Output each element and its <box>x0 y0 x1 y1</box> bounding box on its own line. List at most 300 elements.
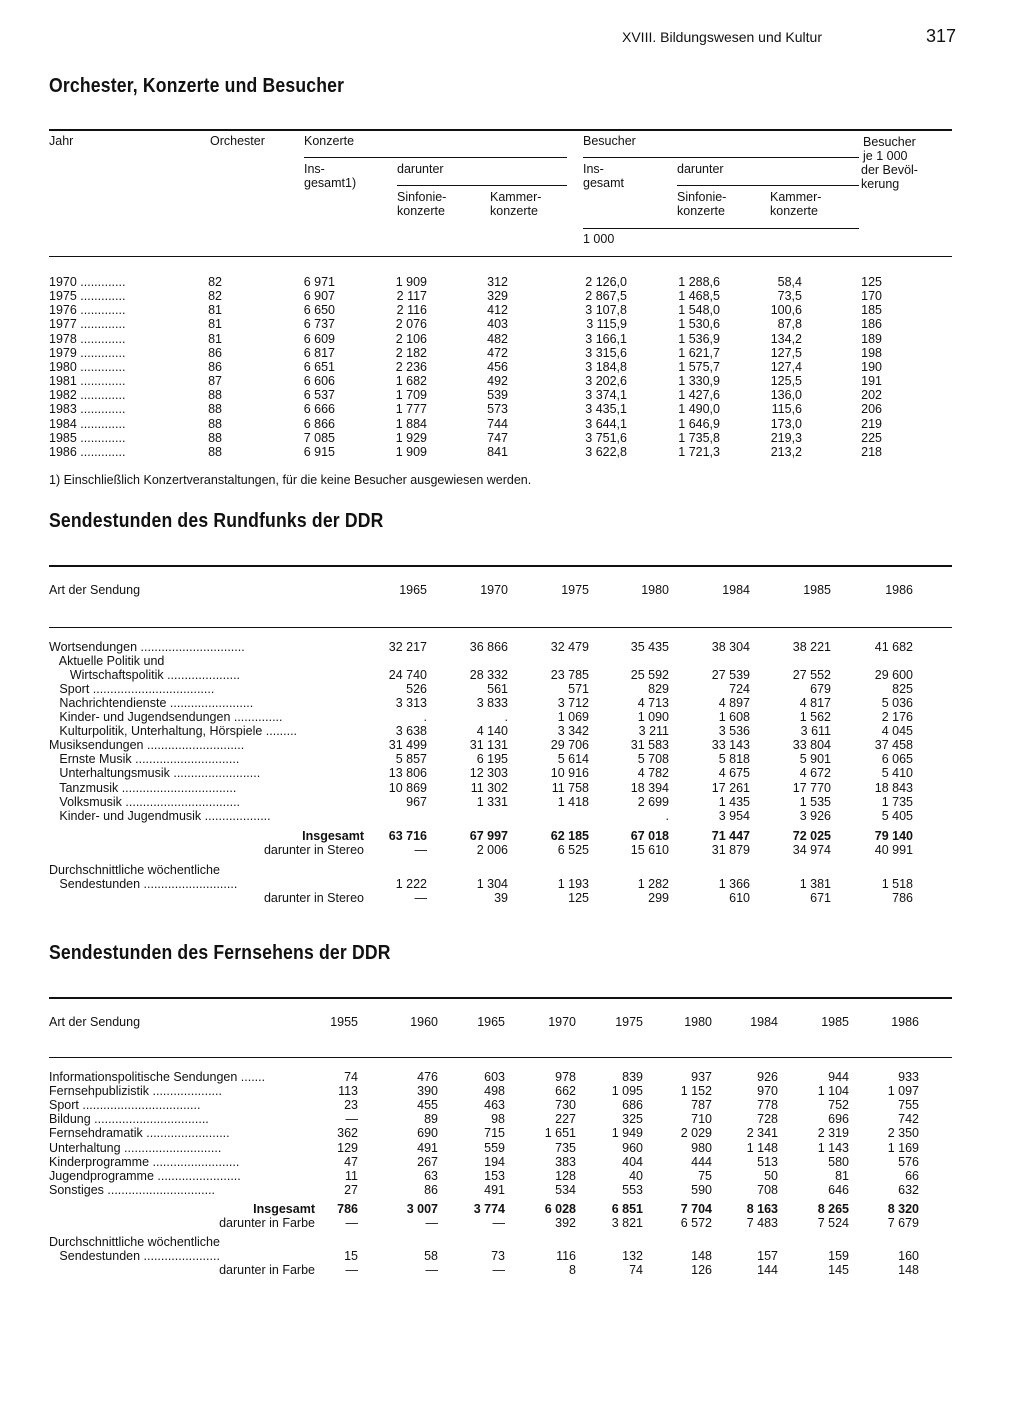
t2-sub-label: darunter in Stereo <box>263 842 364 857</box>
t3-cell: 960 <box>622 1140 643 1155</box>
table1-cell: 3 315,6 <box>585 345 627 360</box>
t2-label-head: Art der Sendung <box>49 583 141 597</box>
table1-cell: 1 646,9 <box>678 416 720 431</box>
t2-cell: 3 342 <box>557 724 589 739</box>
table1-cell: 213,2 <box>770 444 802 459</box>
t2-avg-sub-cell: 125 <box>568 890 589 905</box>
t2-avg-cell: 1 366 <box>718 876 750 891</box>
t3-cell: 128 <box>555 1168 576 1183</box>
table1-cell: 1 884 <box>395 416 427 431</box>
t3-cell: 362 <box>337 1126 358 1141</box>
t3-cell: 690 <box>417 1126 438 1141</box>
t3-year-head: 1984 <box>750 1015 778 1029</box>
table1-cell: 539 <box>487 388 508 403</box>
t3-cell: 267 <box>417 1154 438 1169</box>
t3-cell: 325 <box>622 1112 643 1127</box>
t3-cell: 63 <box>424 1168 438 1183</box>
t3-cell: 98 <box>491 1112 505 1127</box>
t2-cell: 4 817 <box>799 696 831 711</box>
t3-year-head: 1960 <box>410 1015 438 1029</box>
t3-cell: 11 <box>345 1168 358 1183</box>
col-head-orchester: Orchester <box>210 134 265 148</box>
t3-cell: 662 <box>555 1084 576 1099</box>
t2-row-label: Wirtschaftspolitik ..................... <box>49 668 241 683</box>
table1-row-year: 1979 ............. <box>49 345 126 360</box>
t3-avg-cell: 58 <box>424 1249 438 1264</box>
table1-cell: 6 606 <box>303 374 335 389</box>
t2-cell: 3 536 <box>718 724 750 739</box>
table1-cell: 2 867,5 <box>585 289 627 304</box>
table1-cell: 1 427,6 <box>678 388 720 403</box>
col-head-besucher-ins: Ins- <box>583 162 604 176</box>
t2-sub-cell: 31 879 <box>711 842 750 857</box>
t2-avg-label1: Durchschnittliche wöchentliche <box>49 862 220 877</box>
t3-cell: 81 <box>835 1168 849 1183</box>
table1-row-year: 1975 ............. <box>49 289 126 304</box>
t3-cell: 926 <box>757 1070 778 1084</box>
t3-sub-cell: 7 524 <box>817 1216 849 1230</box>
t3-total-cell: 786 <box>337 1201 358 1216</box>
col-head-sinfonie2: konzerte <box>397 204 445 218</box>
t3-cell: 227 <box>555 1112 576 1127</box>
unit-rule <box>583 228 859 229</box>
t2-row-label: Nachrichtendienste ........................ <box>49 696 254 711</box>
t2-cell: 526 <box>406 682 427 697</box>
t3-cell: 390 <box>417 1084 438 1099</box>
col-head-konzerte-gesamt: gesamt1) <box>304 176 357 190</box>
table1-cell: 3 435,1 <box>585 402 627 417</box>
col-head-konzerte-ins: Ins- <box>304 162 325 176</box>
t2-cell: 5 818 <box>718 752 750 767</box>
t2-cell: 4 140 <box>476 724 508 739</box>
table1-cell: 2 236 <box>395 359 427 374</box>
table3-title: Sendestunden des Fernsehens der DDR <box>49 942 391 964</box>
t3-cell: 1 143 <box>817 1140 849 1155</box>
t3-cell: 970 <box>757 1084 778 1099</box>
t2-year-head: 1986 <box>885 583 913 597</box>
t3-row-label: Sonstiges ............................... <box>49 1182 216 1197</box>
t3-total-cell: 6 028 <box>544 1201 576 1216</box>
t3-label-head: Art der Sendung <box>49 1015 141 1029</box>
t2-cell: 1 535 <box>799 794 831 809</box>
col-head-besucher-je-1000-line4: kerung <box>861 177 900 191</box>
col-head-jahr: Jahr <box>49 134 74 148</box>
t3-cell: 787 <box>691 1098 712 1113</box>
t3-avg-sub-cell: 74 <box>629 1263 643 1278</box>
t3-cell: 129 <box>337 1140 358 1155</box>
table1-row-year: 1976 ............. <box>49 303 126 318</box>
table1-cell: 329 <box>487 289 508 304</box>
table1-cell: 86 <box>208 359 222 374</box>
table1-cell: 6 907 <box>303 289 335 304</box>
t3-total-cell: 3 007 <box>406 1201 438 1216</box>
t2-cell: 5 410 <box>881 766 913 781</box>
table1-cell: 6 650 <box>303 303 335 318</box>
table1-cell: 82 <box>208 275 222 289</box>
table1-cell: 186 <box>861 317 882 332</box>
t2-cell: 31 131 <box>469 738 508 753</box>
table1-cell: 6 666 <box>303 402 335 417</box>
t2-cell: 5 405 <box>881 808 913 823</box>
t3-cell: 839 <box>622 1070 643 1084</box>
t3-cell: 513 <box>757 1154 778 1169</box>
t2-year-head: 1975 <box>561 583 589 597</box>
t2-avg-cell: 1 193 <box>557 876 589 891</box>
t2-cell: 6 065 <box>881 752 913 767</box>
t2-cell: 13 806 <box>388 766 427 781</box>
table1-row-year: 1978 ............. <box>49 331 126 346</box>
table1-cell: 219,3 <box>770 430 802 445</box>
t3-total-cell: 8 320 <box>887 1201 919 1216</box>
t2-cell: 23 785 <box>550 668 589 683</box>
t3-cell: 383 <box>555 1154 576 1169</box>
unit-label: 1 000 <box>583 232 615 246</box>
t2-avg-sub-cell: — <box>414 890 427 905</box>
t3-cell: 50 <box>764 1168 778 1183</box>
table2-top-rule <box>49 565 952 567</box>
t2-cell: 2 176 <box>881 710 913 725</box>
t3-cell: 978 <box>555 1070 576 1084</box>
table1-cell: 191 <box>861 374 882 389</box>
table1-cell: 2 117 <box>396 289 427 304</box>
table1-top-rule <box>49 129 952 131</box>
col-head-b-sinfonie2: konzerte <box>677 204 725 218</box>
t3-cell: 755 <box>898 1098 919 1113</box>
t2-cell: 724 <box>729 682 750 697</box>
table1-cell: 6 651 <box>303 359 335 374</box>
table1-cell: 1 682 <box>395 374 427 389</box>
table1-cell: 88 <box>208 402 222 417</box>
t3-cell: 752 <box>828 1098 849 1113</box>
table1-cell: 6 971 <box>303 275 335 289</box>
t2-cell: 25 592 <box>630 668 669 683</box>
t2-avg-cell: 1 381 <box>799 876 831 891</box>
t2-cell: 1 090 <box>637 710 669 725</box>
t2-cell: 571 <box>568 682 589 697</box>
t3-row-label: Informationspolitische Sendungen ....... <box>49 1070 266 1084</box>
t2-cell: 679 <box>810 682 831 697</box>
table1-cell: 1 929 <box>395 430 427 445</box>
table1-cell: 88 <box>208 430 222 445</box>
t3-avg-sub-cell: — <box>425 1263 438 1278</box>
t2-cell: 17 261 <box>711 780 750 795</box>
t2-total-cell: 62 185 <box>550 828 589 843</box>
t3-cell: 778 <box>757 1098 778 1113</box>
t3-cell: 2 319 <box>817 1126 849 1141</box>
t2-year-head: 1984 <box>722 583 750 597</box>
t3-cell: 580 <box>828 1154 849 1169</box>
t2-cell: 1 069 <box>557 710 589 725</box>
t3-cell: 194 <box>484 1154 505 1169</box>
t2-cell: 1 418 <box>557 794 589 809</box>
t3-cell: 603 <box>484 1070 505 1084</box>
t2-cell: 36 866 <box>469 640 508 654</box>
t2-cell: 3 313 <box>395 696 427 711</box>
t3-cell: 742 <box>898 1112 919 1127</box>
t3-cell: 980 <box>691 1140 712 1155</box>
t2-cell: 1 562 <box>799 710 831 725</box>
t3-avg-cell: 73 <box>491 1249 505 1264</box>
t2-avg-sub-cell: 39 <box>494 890 508 905</box>
t2-cell: 3 211 <box>638 724 669 739</box>
t2-sub-cell: 6 525 <box>557 842 589 857</box>
table1-cell: 173,0 <box>770 416 802 431</box>
t3-avg-sub-cell: 145 <box>828 1263 849 1278</box>
t2-cell: 17 770 <box>792 780 831 795</box>
t2-cell: . <box>504 710 508 725</box>
t3-year-head: 1970 <box>548 1015 576 1029</box>
t2-row-label: Kinder- und Jugendmusik ................... <box>49 808 271 823</box>
t3-cell: 1 949 <box>611 1126 643 1141</box>
col-head-b-kammer: Kammer- <box>770 190 822 204</box>
t2-row-label: Tanzmusik ................................. <box>49 780 237 795</box>
t2-cell: 4 897 <box>718 696 750 711</box>
t2-avg-sub-cell: 786 <box>892 890 913 905</box>
t3-row-label: Unterhaltung ............................ <box>49 1140 222 1155</box>
t3-sub-cell: — <box>492 1216 505 1230</box>
col-head-besucher: Besucher <box>583 134 636 148</box>
table1-title: Orchester, Konzerte und Besucher <box>49 75 345 97</box>
table1-row-year: 1980 ............. <box>49 359 126 374</box>
table1-cell: 2 106 <box>395 331 427 346</box>
table1-cell: 3 202,6 <box>585 374 627 389</box>
table1-cell: 1 575,7 <box>678 359 720 374</box>
table1-cell: 87 <box>208 374 222 389</box>
t2-cell: 33 804 <box>792 738 831 753</box>
t2-cell: 27 552 <box>792 668 831 683</box>
table1-cell: 87,8 <box>777 317 802 332</box>
t2-cell: 35 435 <box>630 640 669 654</box>
t3-cell: 937 <box>691 1070 712 1084</box>
t2-cell: 3 611 <box>800 724 831 739</box>
t3-row-label: Fernsehpublizistik .................... <box>49 1084 222 1099</box>
t2-cell: 825 <box>892 682 913 697</box>
t2-row-label: Wortsendungen .............................. <box>49 640 245 654</box>
t2-head-bottom-rule <box>49 627 952 628</box>
table1-cell: 73,5 <box>777 289 802 304</box>
t2-cell: 31 499 <box>388 738 427 753</box>
t2-cell: 32 479 <box>550 640 589 654</box>
t2-avg-sub-label: darunter in Stereo <box>263 890 364 905</box>
t3-sub-cell: 392 <box>555 1216 576 1230</box>
col-head-besucher-je-1000-line1: Besucher <box>863 135 916 149</box>
table1-cell: 3 374,1 <box>585 388 627 403</box>
col-head-b-kammer2: konzerte <box>770 204 818 218</box>
table1-cell: 472 <box>487 345 508 360</box>
table1-cell: 1 909 <box>395 444 427 459</box>
table1-cell: 2 116 <box>396 303 427 318</box>
table1-cell: 1 621,7 <box>678 345 720 360</box>
table1-footnote: 1) Einschließlich Konzertveranstaltungen, für die keine Besucher ausgewiesen werden. <box>49 473 532 487</box>
besucher-sub-rule <box>583 157 859 158</box>
table1-cell: 206 <box>861 402 882 417</box>
t3-cell: 2 341 <box>746 1126 778 1141</box>
table2-title: Sendestunden des Rundfunks der DDR <box>49 510 384 532</box>
t3-cell: 498 <box>484 1084 505 1099</box>
t3-cell: 463 <box>484 1098 505 1113</box>
t3-avg-cell: 15 <box>344 1249 358 1264</box>
table1-cell: 1 721,3 <box>678 444 720 459</box>
col-head-besucher-je-1000-line3: der Bevöl- <box>861 163 918 177</box>
table1-cell: 125,5 <box>770 374 802 389</box>
t3-cell: 404 <box>622 1154 643 1169</box>
t3-cell: 1 104 <box>817 1084 849 1099</box>
table1-cell: 841 <box>487 444 508 459</box>
table1-cell: 1 330,9 <box>678 374 720 389</box>
t3-cell: 75 <box>698 1168 712 1183</box>
t2-cell: 5 614 <box>557 752 589 767</box>
table1-cell: 6 915 <box>303 444 335 459</box>
table1-cell: 202 <box>861 388 882 403</box>
col-head-besucher-gesamt: gesamt <box>583 176 624 190</box>
t2-cell: 10 869 <box>388 780 427 795</box>
t2-cell: 5 857 <box>395 752 427 767</box>
t3-cell: 1 152 <box>680 1084 712 1099</box>
t2-avg-sub-cell: 610 <box>729 890 750 905</box>
t3-head-bottom-rule <box>49 1057 952 1058</box>
table1-cell: 1 490,0 <box>678 402 720 417</box>
t2-row-label: Ernste Musik .............................. <box>49 752 240 767</box>
t3-avg-label2: Sendestunden ...................... <box>49 1249 220 1264</box>
t2-cell: 3 954 <box>718 808 750 823</box>
t2-total-label: Insgesamt <box>302 828 364 843</box>
t2-cell: 18 843 <box>874 780 913 795</box>
t3-cell: 40 <box>629 1168 643 1183</box>
t2-cell: 27 539 <box>711 668 750 683</box>
t3-cell: 730 <box>555 1098 576 1113</box>
t3-avg-sub-cell: — <box>492 1263 505 1278</box>
table1-cell: 125 <box>861 275 882 289</box>
t3-avg-sub-cell: 126 <box>691 1263 712 1278</box>
table1-cell: 747 <box>487 430 508 445</box>
t2-cell: 1 331 <box>476 794 508 809</box>
t3-year-head: 1955 <box>330 1015 358 1029</box>
table1-cell: 127,5 <box>770 345 802 360</box>
t3-total-cell: 8 265 <box>817 1201 849 1216</box>
t3-cell: 113 <box>338 1084 358 1099</box>
t2-cell: 18 394 <box>630 780 669 795</box>
t3-avg-sub-label: darunter in Farbe <box>219 1263 315 1278</box>
t2-year-head: 1980 <box>641 583 669 597</box>
t3-cell: 553 <box>622 1182 643 1197</box>
table1-row-year: 1981 ............. <box>49 374 126 389</box>
table1-cell: 6 737 <box>303 317 335 332</box>
t3-cell: 1 148 <box>746 1140 778 1155</box>
table1-cell: 3 622,8 <box>585 444 627 459</box>
t3-avg-cell: 159 <box>828 1249 849 1264</box>
t2-cell: 1 608 <box>718 710 750 725</box>
t3-cell: 696 <box>828 1112 849 1127</box>
t3-avg-cell: 160 <box>898 1249 919 1264</box>
t3-cell: 23 <box>344 1098 358 1113</box>
table1-row-year: 1982 ............. <box>49 388 126 403</box>
t2-cell: . <box>665 808 669 823</box>
t2-cell: 3 638 <box>395 724 427 739</box>
table1-cell: 2 076 <box>395 317 427 332</box>
t3-row-label: Bildung ................................. <box>49 1112 209 1127</box>
t3-avg-cell: 148 <box>691 1249 712 1264</box>
t3-cell: 491 <box>417 1140 438 1155</box>
t3-cell: 455 <box>417 1098 438 1113</box>
t3-cell: 2 350 <box>887 1126 919 1141</box>
table1-cell: 81 <box>208 303 222 318</box>
t3-cell: 153 <box>484 1168 505 1183</box>
t3-cell: 491 <box>484 1182 505 1197</box>
table1-cell: 1 536,9 <box>678 331 720 346</box>
table1-cell: 190 <box>861 359 882 374</box>
t2-row-label: Kulturpolitik, Unterhaltung, Hörspiele ......... <box>49 724 298 739</box>
t3-cell: 534 <box>555 1182 576 1197</box>
table1-cell: 7 085 <box>303 430 335 445</box>
t3-row-label: Jugendprogramme ........................ <box>49 1168 241 1183</box>
t2-cell: . <box>423 710 427 725</box>
t3-avg-cell: 116 <box>556 1249 576 1264</box>
t2-avg-label2: Sendestunden ........................... <box>49 876 238 891</box>
t2-cell: 37 458 <box>874 738 913 753</box>
t3-cell: 710 <box>691 1112 712 1127</box>
t3-cell: — <box>345 1112 358 1127</box>
t2-total-cell: 79 140 <box>874 828 913 843</box>
table1-cell: 6 609 <box>303 331 335 346</box>
t3-total-cell: 3 774 <box>473 1201 505 1216</box>
t2-total-cell: 67 997 <box>469 828 508 843</box>
t2-row-label: Volksmusik ................................. <box>49 794 241 809</box>
t2-cell: 3 833 <box>476 696 508 711</box>
t3-cell: 715 <box>484 1126 505 1141</box>
t2-row-label: Aktuelle Politik und <box>49 654 165 669</box>
table1-cell: 1 530,6 <box>678 317 720 332</box>
t3-avg-sub-cell: 148 <box>898 1263 919 1278</box>
table1-cell: 88 <box>208 444 222 459</box>
t3-avg-cell: 157 <box>757 1249 778 1264</box>
t3-cell: 476 <box>417 1070 438 1084</box>
table1-cell: 744 <box>487 416 508 431</box>
t2-cell: 11 302 <box>470 780 508 795</box>
t3-sub-cell: 6 572 <box>680 1216 712 1230</box>
t2-year-head: 1965 <box>399 583 427 597</box>
table1-row-year: 1985 ............. <box>49 430 126 445</box>
t2-cell: 28 332 <box>469 668 508 683</box>
t2-year-head: 1970 <box>480 583 508 597</box>
table1-cell: 456 <box>487 359 508 374</box>
t2-cell: 6 195 <box>476 752 508 767</box>
t2-cell: 29 600 <box>874 668 913 683</box>
table1-cell: 58,4 <box>777 275 802 289</box>
table1-cell: 492 <box>487 374 508 389</box>
t3-total-cell: 7 704 <box>680 1201 712 1216</box>
t3-year-head: 1985 <box>821 1015 849 1029</box>
t2-cell: 5 036 <box>881 696 913 711</box>
table1-cell: 81 <box>208 317 222 332</box>
t3-cell: 944 <box>828 1070 849 1084</box>
t2-cell: 561 <box>487 682 508 697</box>
table1-cell: 1 777 <box>395 402 427 417</box>
col-head-konzerte-darunter: darunter <box>397 162 444 176</box>
t2-cell: 11 758 <box>551 780 589 795</box>
table1-cell: 6 537 <box>303 388 335 403</box>
col-head-b-sinfonie: Sinfonie- <box>677 190 727 204</box>
table1-cell: 1 735,8 <box>678 430 720 445</box>
table1-row-year: 1984 ............. <box>49 416 126 431</box>
table1-cell: 134,2 <box>770 331 802 346</box>
table1-cell: 86 <box>208 345 222 360</box>
table1-cell: 3 115,9 <box>586 317 627 332</box>
t2-cell: 29 706 <box>550 738 589 753</box>
t2-avg-cell: 1 282 <box>637 876 669 891</box>
t2-cell: 967 <box>406 794 427 809</box>
t3-sub-cell: 3 821 <box>611 1216 643 1230</box>
t3-cell: 27 <box>344 1182 358 1197</box>
